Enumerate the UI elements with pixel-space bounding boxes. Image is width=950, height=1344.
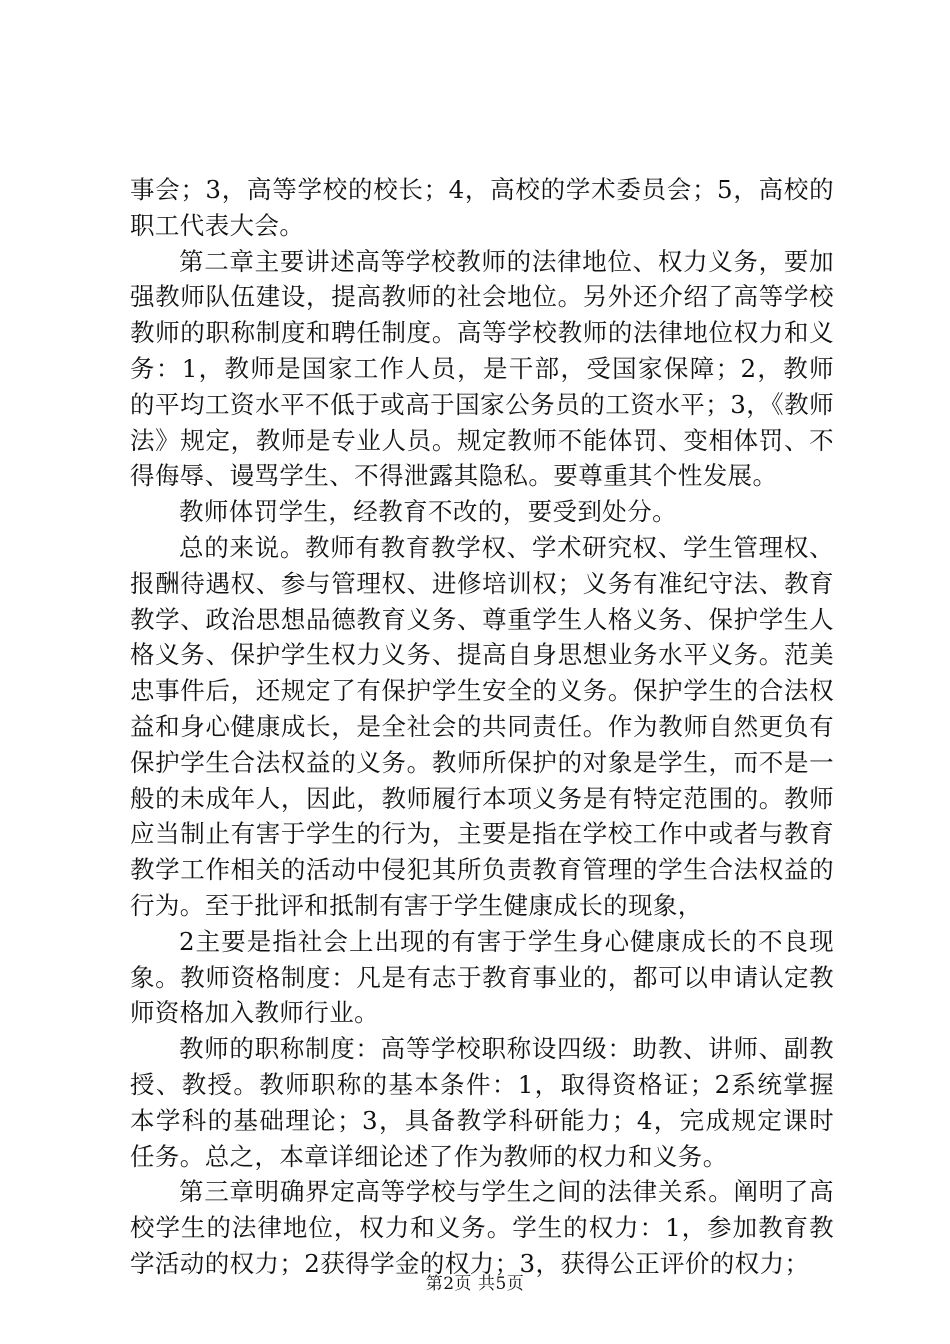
page-number-footer: 第2页 共5页 <box>425 1274 525 1294</box>
paragraph-2: 第二章主要讲述高等学校教师的法律地位、权力义务，要加强教师队伍建设，提高教师的社会地位。另外还介绍了高等学校教师的职称制度和聘任制度。高等学校教师的法律地位权力和义务：1，教师是国家工作人员，是干部，受国家保障；2，教师的平均工资水平不低于或高于国家公务员的工资水平；3，《教师法》规定，教师是专业人员。规定教师不能体罚、变相体罚、不得侮辱、谩骂学生、不得泄露其隐私。要尊重其个性发展。 <box>130 246 834 491</box>
paragraph-3: 教师体罚学生，经教育不改的，要受到处分。 <box>179 497 677 527</box>
paragraph-6: 教师的职称制度：高等学校职称设四级：助教、讲师、副教授、教授。教师职称的基本条件：1，取得资格证；2系统掌握本学科的基础理论；3，具备教学科研能力；4，完成规定课时任务。总之，本章详细论述了作为教师的权力和义务。 <box>130 1034 834 1171</box>
paragraph-1: 事会；3，高等学校的校长；4，高校的学术委员会；5，高校的职工代表大会。 <box>130 175 834 240</box>
paragraph-7: 第三章明确界定高等学校与学生之间的法律关系。阐明了高校学生的法律地位，权力和义务。学生的权力：1，参加教育教学活动的权力；2获得学金的权力；3，获得公正评价的权力； <box>130 1177 834 1278</box>
paragraph-4: 总的来说。教师有教育教学权、学术研究权、学生管理权、报酬待遇权、参与管理权、进修培训权；义务有准纪守法、教育教学、政治思想品德教育义务、尊重学生人格义务、保护学生人格义务、保护学生权力义务、提高自身思想业务水平义务。范美忠事件后，还规定了有保护学生安全的义务。保护学生的合法权益和身心健康成长，是全社会的共同责任。作为教师自然更负有保护学生合法权益的义务。教师所保护的对象是学生，而不是一般的未成年人，因此，教师履行本项义务是有特定范围的。教师应当制止有害于学生的行为，主要是指在学校工作中或者与教育教学工作相关的活动中侵犯其所负责教育管理的学生合法权益的行为。至于批评和抵制有害于学生健康成长的现象， <box>130 532 834 920</box>
paragraph-5: 2主要是指社会上出现的有害于学生身心健康成长的不良现象。教师资格制度：凡是有志于教育事业的，都可以申请认定教师资格加入教师行业。 <box>130 926 834 1028</box>
body-text <box>130 172 834 1282</box>
